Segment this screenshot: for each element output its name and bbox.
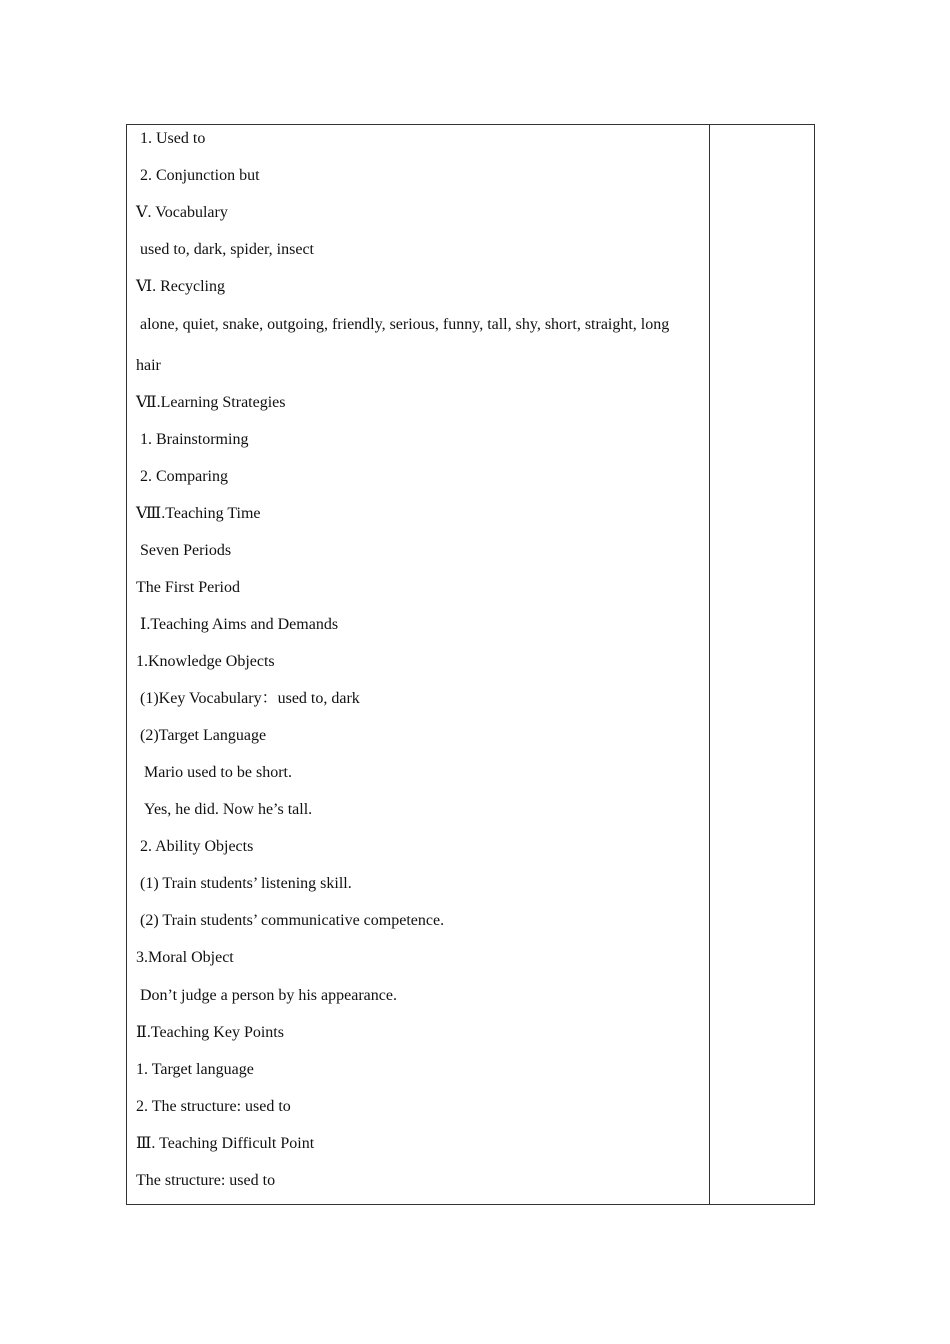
text-line: Don’t judge a person by his appearance. <box>140 987 397 1004</box>
text-line: 2. The structure: used to <box>136 1098 291 1115</box>
text-line: (1)Key Vocabulary：used to, dark <box>140 690 360 707</box>
text-line: 3.Moral Object <box>136 949 234 966</box>
text-line: The structure: used to <box>136 1172 276 1189</box>
text-line: 2. Conjunction but <box>140 167 260 184</box>
text-line: used to, dark, spider, insect <box>140 241 314 258</box>
section-heading: Ⅰ.Teaching Aims and Demands <box>140 616 339 633</box>
content-cell <box>127 125 710 1204</box>
text-line: Yes, he did. Now he’s tall. <box>144 801 313 818</box>
lesson-plan-table <box>126 124 815 1205</box>
section-heading: Ⅷ.Teaching Time <box>136 505 261 522</box>
section-heading: Ⅵ. Recycling <box>136 278 225 295</box>
text-line: (2)Target Language <box>140 727 267 744</box>
text-line: 1. Brainstorming <box>140 431 249 448</box>
notes-cell <box>710 125 814 1204</box>
text-line: Mario used to be short. <box>144 764 292 781</box>
text-line: 1. Target language <box>136 1061 254 1078</box>
section-heading: Ⅴ. Vocabulary <box>136 204 228 221</box>
period-heading: The First Period <box>136 579 240 596</box>
text-line: hair <box>136 357 161 374</box>
section-heading: Ⅶ.Learning Strategies <box>136 394 286 411</box>
text-line: (2) Train students’ communicative competence. <box>140 912 445 929</box>
text-line: Seven Periods <box>140 542 232 559</box>
text-line: 1.Knowledge Objects <box>136 653 275 670</box>
text-line: 1. Used to <box>140 130 206 147</box>
section-heading: Ⅱ.Teaching Key Points <box>136 1024 284 1041</box>
text-line: 2. Ability Objects <box>140 838 254 855</box>
section-heading: Ⅲ. Teaching Difficult Point <box>136 1135 315 1152</box>
text-line: (1) Train students’ listening skill. <box>140 875 352 892</box>
text-line: alone, quiet, snake, outgoing, friendly, serious, funny, tall, shy, short, straight, long <box>140 316 670 333</box>
text-line: 2. Comparing <box>140 468 228 485</box>
